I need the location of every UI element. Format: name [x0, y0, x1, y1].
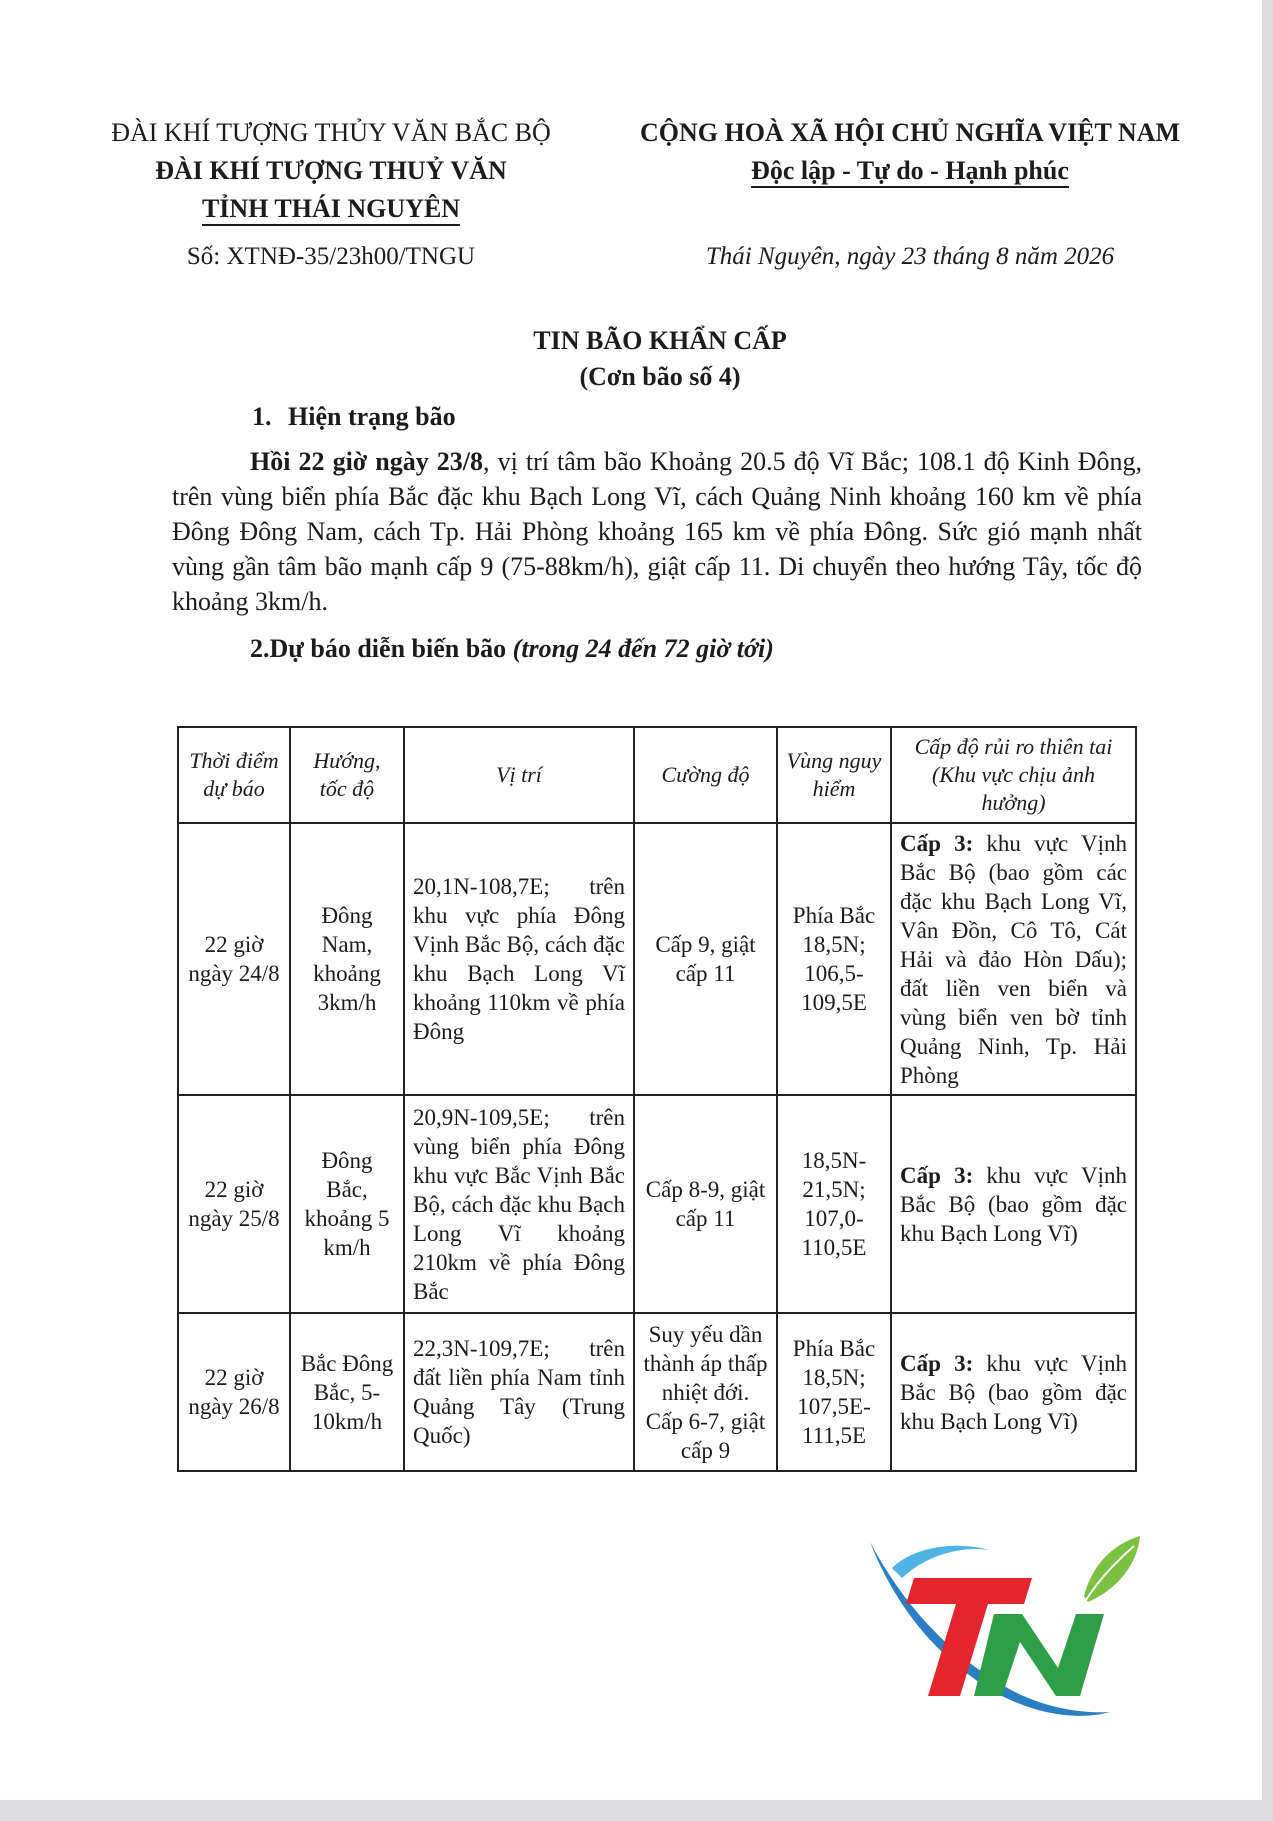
risk-area-text: khu vực Vịnh Bắc Bộ (bao gồm đặc khu Bạch Long Vĩ) — [900, 1162, 1127, 1246]
header-time: Thời điểm dự báo — [178, 727, 290, 823]
section2-heading-text: 2.Dự báo diễn biến bão — [250, 634, 507, 663]
section1-number: 1. — [252, 402, 272, 431]
document-subtitle: (Cơn bão số 4) — [579, 362, 741, 391]
section2-heading — [250, 634, 774, 664]
cell-danger-zone: Phía Bắc 18,5N; 106,5-109,5E — [777, 823, 891, 1095]
table-row — [178, 1313, 1136, 1471]
cell-risk — [891, 1313, 1136, 1471]
header-danger-zone: Vùng nguy hiểm — [777, 727, 891, 823]
national-motto — [600, 156, 1220, 186]
risk-level-label: Cấp 3: — [900, 830, 974, 856]
national-motto-text: Độc lập - Tự do - Hạnh phúc — [751, 156, 1069, 188]
section1-heading-text: Hiện trạng bão — [288, 402, 456, 431]
cell-time: 22 giờ ngày 24/8 — [178, 823, 290, 1095]
risk-level-label: Cấp 3: — [900, 1350, 974, 1376]
section1-heading — [252, 402, 456, 432]
risk-level-label: Cấp 3: — [900, 1162, 974, 1188]
cell-risk — [891, 1095, 1136, 1313]
page-edge-right — [1262, 0, 1273, 1821]
cell-risk — [891, 823, 1136, 1095]
cell-position: 20,1N-108,7E; trên khu vực phía Đông Vịnh Bắc Bộ, cách đặc khu Bạch Long Vĩ khoảng 110km về phía Đông — [404, 823, 634, 1095]
cell-position: 22,3N-109,7E; trên đất liền phía Nam tỉnh Quảng Tây (Trung Quốc) — [404, 1313, 634, 1471]
header-intensity: Cường độ — [634, 727, 777, 823]
cell-danger-zone: Phía Bắc 18,5N; 107,5E-111,5E — [777, 1313, 891, 1471]
header-direction: Hướng, tốc độ — [290, 727, 404, 823]
cell-direction: Đông Nam, khoảng 3km/h — [290, 823, 404, 1095]
agency-province — [92, 194, 570, 224]
cell-danger-zone: 18,5N-21,5N; 107,0-110,5E — [777, 1095, 891, 1313]
header-position: Vị trí — [404, 727, 634, 823]
national-title: CỘNG HOÀ XÃ HỘI CHỦ NGHĨA VIỆT NAM — [639, 118, 1181, 147]
page-edge-bottom — [0, 1800, 1273, 1821]
cell-time: 22 giờ ngày 25/8 — [178, 1095, 290, 1313]
header-risk-level: Cấp độ rủi ro thiên tai (Khu vực chịu ảnh hưởng) — [891, 727, 1136, 823]
cell-position: 20,9N-109,5E; trên vùng biển phía Đông khu vực Bắc Vịnh Bắc Bộ, cách đặc khu Bạch Long Vĩ khoảng 210km về phía Đông Bắc — [404, 1095, 634, 1313]
table-row — [178, 1095, 1136, 1313]
table-row — [178, 823, 1136, 1095]
agency-province-text: TỈNH THÁI NGUYÊN — [202, 194, 460, 226]
cell-intensity: Suy yếu dần thành áp thấp nhiệt đới. Cấp 6-7, giật cấp 9 — [634, 1313, 777, 1471]
cell-direction: Bắc Đông Bắc, 5-10km/h — [290, 1313, 404, 1471]
section1-paragraph — [172, 444, 1142, 619]
agency-parent-name: ĐÀI KHÍ TƯỢNG THỦY VĂN BẮC BỘ — [111, 118, 551, 147]
risk-area-text: khu vực Vịnh Bắc Bộ (bao gồm các đặc khu Bạch Long Vĩ, Vân Đồn, Cô Tô, Cát Hải và đảo Hòn Dấu); đất liền ven biển và vùng biển ven bờ tỉnh Quảng Ninh, Tp. Hải Phòng — [900, 830, 1127, 1088]
risk-area-text: khu vực Vịnh Bắc Bộ (bao gồm đặc khu Bạch Long Vĩ) — [900, 1350, 1127, 1434]
tn-channel-logo-icon — [862, 1528, 1144, 1724]
dateline: Thái Nguyên, ngày 23 tháng 8 năm 2026 — [705, 243, 1115, 270]
cell-intensity: Cấp 9, giật cấp 11 — [634, 823, 777, 1095]
document-title: TIN BÃO KHẨN CẤP — [533, 326, 787, 355]
document-number: Số: XTNĐ-35/23h00/TNGU — [186, 243, 476, 270]
forecast-table — [177, 726, 1137, 1472]
section1-lead: Hồi 22 giờ ngày 23/8 — [250, 447, 484, 476]
agency-name: ĐÀI KHÍ TƯỢNG THUỶ VĂN — [155, 156, 507, 185]
cell-intensity: Cấp 8-9, giật cấp 11 — [634, 1095, 777, 1313]
table-header-row — [178, 727, 1136, 823]
section2-heading-italic: (trong 24 đến 72 giờ tới) — [512, 634, 774, 663]
cell-direction: Đông Bắc, khoảng 5 km/h — [290, 1095, 404, 1313]
cell-time: 22 giờ ngày 26/8 — [178, 1313, 290, 1471]
section1-body: , vị trí tâm bão Khoảng 20.5 độ Vĩ Bắc; 108.1 độ Kinh Đông, trên vùng biển phía Bắc đặc khu Bạch Long Vĩ, cách Quảng Ninh khoảng 160 km về phía Đông Đông Nam, cách Tp. Hải Phòng khoảng 165 km về phía Đông. Sức gió mạnh nhất vùng gần tâm bão mạnh cấp 9 (75-88km/h), giật cấp 11. Di chuyển theo hướng Tây, tốc độ khoảng 3km/h. — [172, 447, 1142, 616]
